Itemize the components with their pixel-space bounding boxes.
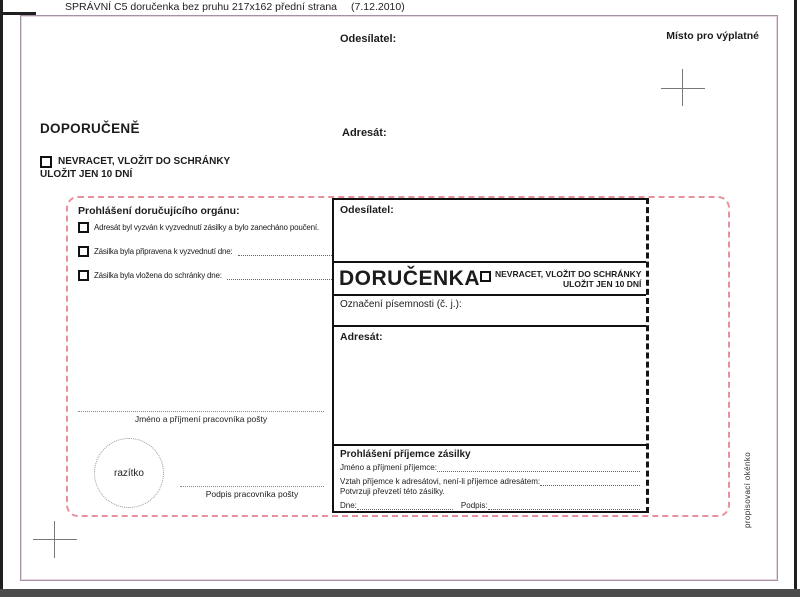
delivery-card-zone bbox=[66, 196, 730, 517]
card-no-return-text bbox=[495, 269, 641, 289]
card-no-return-note bbox=[480, 269, 641, 289]
no-return-line1: NEVRACET, VLOŽIT DO SCHRÁNKY bbox=[58, 156, 231, 167]
worker-name-signature-line: Jméno a příjmení pracovníka pošty bbox=[78, 411, 324, 424]
authority-checkbox-2[interactable] bbox=[78, 246, 89, 257]
authority-checkbox-label: Zásilka byla připravena k vyzvednutí dne: bbox=[94, 247, 233, 256]
dotted-write-in-line bbox=[238, 248, 336, 256]
no-return-line2: ULOŽIT JEN 10 DNÍ bbox=[40, 169, 133, 180]
registration-cross-top-right-v bbox=[682, 69, 683, 106]
registration-cross-bottom-left-v bbox=[54, 521, 55, 558]
document-title bbox=[65, 1, 405, 13]
envelope-outline bbox=[20, 15, 778, 581]
document-date: (7.12.2010) bbox=[351, 1, 405, 13]
authority-checkbox-row bbox=[78, 222, 336, 233]
recipient-declaration-title: Prohlášení příjemce zásilky bbox=[340, 449, 471, 460]
recipient-name-label: Jméno a příjmení příjemce: bbox=[340, 462, 437, 472]
scan-bottom-bar bbox=[0, 589, 800, 597]
signature-label: Podpis: bbox=[460, 500, 488, 510]
authority-checkbox-label: Zásilka byla vložena do schránky dne: bbox=[94, 271, 222, 280]
authority-checkbox-3[interactable] bbox=[78, 270, 89, 281]
stamp-label: razítko bbox=[113, 467, 144, 479]
dotted-write-in-line bbox=[437, 465, 640, 472]
recipient-date-signature-row bbox=[340, 501, 640, 511]
no-return-checkbox[interactable] bbox=[40, 156, 52, 168]
card-recipient-box bbox=[332, 446, 646, 513]
postage-area-label: Místo pro výplatné bbox=[666, 30, 759, 42]
card-sender-box bbox=[332, 198, 646, 263]
addressee-label-main: Adresát: bbox=[342, 127, 387, 139]
stamp-circle bbox=[94, 438, 164, 508]
card-title-box bbox=[332, 263, 646, 296]
card-addressee-box bbox=[332, 327, 646, 446]
authority-checkbox-1[interactable] bbox=[78, 222, 89, 233]
scan-edge-left bbox=[0, 0, 3, 597]
registered-label: DOPORUČENĚ bbox=[40, 121, 140, 136]
dotted-write-in-line bbox=[227, 272, 336, 280]
scan-edge-right bbox=[794, 0, 797, 589]
delivering-authority-title: Prohlášení doručujícího orgánu: bbox=[78, 205, 240, 217]
worker-signature-line: Podpis pracovníka pošty bbox=[180, 486, 324, 499]
date-label: Dne: bbox=[340, 500, 357, 510]
recipient-relation-row bbox=[340, 477, 640, 487]
dotted-write-in-line bbox=[540, 479, 640, 486]
sender-label-top: Odesílatel: bbox=[340, 33, 397, 45]
no-return-note bbox=[40, 155, 280, 181]
registration-cross-bottom-left bbox=[33, 539, 77, 540]
card-document-label: Označení písemnosti (č. j.): bbox=[340, 299, 462, 310]
card-no-return-line1: NEVRACET, VLOŽIT DO SCHRÁNKY bbox=[495, 268, 642, 279]
document-title-text: SPRÁVNÍ C5 doručenka bez pruhu 217x162 přední strana bbox=[65, 1, 338, 13]
dotted-write-in-line bbox=[357, 503, 453, 510]
card-sender-label: Odesílatel: bbox=[340, 204, 394, 216]
registration-cross-top-right bbox=[661, 88, 705, 89]
card-addressee-label: Adresát: bbox=[340, 331, 383, 343]
recipient-name-row bbox=[340, 463, 640, 473]
card-no-return-checkbox[interactable] bbox=[480, 271, 491, 282]
no-return-row bbox=[40, 155, 280, 168]
authority-checkbox-row bbox=[78, 270, 336, 281]
recipient-relation-label: Vztah příjemce k adresátovi, není-li příjemce adresátem: bbox=[340, 476, 541, 486]
card-title: DORUČENKA bbox=[339, 267, 480, 290]
card-perforation-dashed-line bbox=[646, 198, 649, 513]
authority-checkbox-label: Adresát byl vyzván k vyzvednutí zásilky a bylo zanecháno poučení. bbox=[94, 223, 319, 232]
dotted-write-in-line bbox=[488, 503, 640, 510]
recipient-confirm-label: Potvrzuji převzetí této zásilky. bbox=[340, 486, 445, 496]
card-no-return-line2: ULOŽIT JEN 10 DNÍ bbox=[563, 278, 642, 289]
side-vertical-note: propisovací okénko bbox=[743, 451, 752, 528]
card-document-box bbox=[332, 296, 646, 327]
authority-checkbox-row bbox=[78, 246, 336, 257]
